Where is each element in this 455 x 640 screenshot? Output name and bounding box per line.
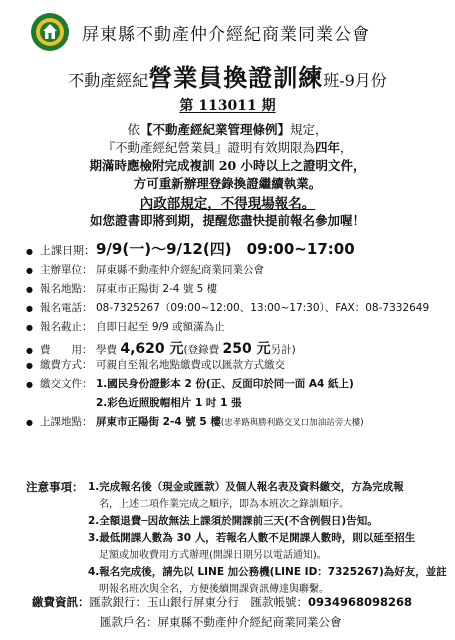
course-info bbox=[26, 238, 446, 433]
period-number: 第 113011 期 bbox=[179, 98, 276, 114]
page-title bbox=[0, 58, 455, 93]
intro-notice: 內政部規定，不得現場報名。 bbox=[139, 196, 316, 212]
info-date: ● 上課日期： 9/9(一)～9/12(四) 09:00~17:00 bbox=[26, 240, 355, 258]
info-venue: ● 上課地點： 屏東市正陽街 2-4 號 5 樓(忠孝路與勝利路交叉口加油站旁大樓) bbox=[26, 416, 364, 428]
info-fee: ● 費 用： 學費 4,620 元(登錄費 250 元另計) bbox=[26, 341, 296, 357]
title-main: 營業員換證訓練 bbox=[148, 63, 324, 92]
notes-list: 1.完成報名後（現金或匯款）及個人報名表及資料繳交，方為完成報 名，上述二項作業完成之順序，即為本班次之錄訓順序。 2.全額退費─因故無法上課須於開課前三天(不含例假日)告知。 3.最低開課人數為 30 人，若報名人數不足開課人數時，則以延至招生 足額或加收費用方式辦理(開課日期另以電話通知)。 4.報名完成後，請先以 LINE 加公務機(LINE ID：7325267)為好友，並註 明報名班次與全名，方便後續開課資訊傳達與聯繫。 bbox=[88, 481, 447, 595]
info-deadline: ● 報名截止： 自即日起至 9/9 或額滿為止 bbox=[26, 321, 225, 333]
association-name: 屏東縣不動產仲介經紀商業同業公會 bbox=[82, 25, 370, 45]
info-payment-method: ● 繳費方式： 可親自至報名地點繳費或以匯款方式繳交 bbox=[26, 359, 285, 371]
payment-holder-line: 匯款戶名：屏東縣不動產仲介經紀商業同業公會 bbox=[100, 615, 342, 629]
notes-title: 注意事項： bbox=[26, 480, 84, 494]
payment-bank-line: 繳費資訊：匯款銀行：玉山銀行屏東分行 匯款帳號：0934968098268 bbox=[32, 595, 413, 609]
info-address: ● 報名地點： 屏東市正陽街 2-4 號 5 樓 bbox=[26, 283, 218, 295]
title-prefix: 不動產經紀 bbox=[68, 71, 149, 90]
intro-line-2: 『不動產經紀營業員』證明有效期限為四年， bbox=[102, 140, 353, 155]
info-host: ● 主辦單位： 屏東縣不動產仲介經紀商業同業公會 bbox=[26, 264, 264, 276]
info-documents: ● 繳交文件： 1.國民身份證影本 2 份(正、反面印於同一面 A4 紙上) bbox=[26, 378, 354, 390]
info-phone: ● 報名電話： 08-7325267（09:00~12:00、13:00~17:30）、FAX：08-7332649 bbox=[26, 302, 430, 314]
info-documents-2: 2.彩色近照脫帽相片 1 吋 1 張 bbox=[96, 397, 242, 409]
intro-reminder: 如您證書即將到期，提醒您盡快提前報名參加喔！ bbox=[89, 213, 365, 228]
association-logo-icon bbox=[30, 12, 70, 52]
intro-line-1: 依【不動產經紀業管理條例】規定， bbox=[127, 122, 328, 137]
intro-line-3: 期滿時應檢附完成複訓 20 小時以上之證明文件， bbox=[89, 158, 366, 173]
title-suffix: 班-9月份 bbox=[323, 71, 387, 90]
intro-line-4: 方可重新辦理登錄換證繼續執業。 bbox=[133, 176, 322, 191]
